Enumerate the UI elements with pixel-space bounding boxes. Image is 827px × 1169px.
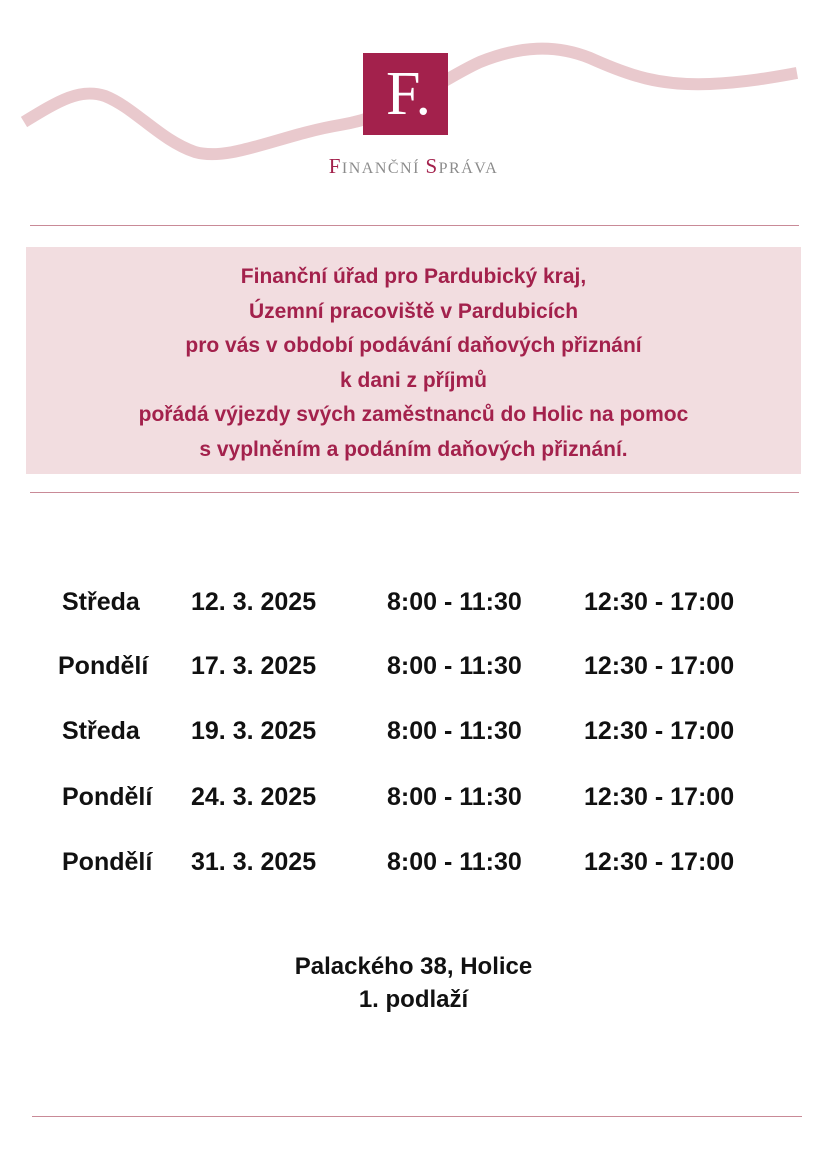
brand-initial-f: F <box>328 154 342 178</box>
schedule-time-afternoon: 12:30 - 17:00 <box>584 848 735 876</box>
brand-initial-s: S <box>425 154 439 178</box>
schedule-date: 17. 3. 2025 <box>191 652 317 680</box>
schedule-day: Pondělí <box>62 783 153 811</box>
address-street: Palackého 38, Holice <box>294 953 533 980</box>
logo-letter: F. <box>385 60 432 128</box>
divider-top <box>30 225 799 226</box>
notice-line: Finanční úřad pro Pardubický kraj, <box>240 265 587 288</box>
schedule-row <box>0 848 827 878</box>
schedule-time-afternoon: 12:30 - 17:00 <box>584 588 735 616</box>
schedule-time-afternoon: 12:30 - 17:00 <box>584 652 735 680</box>
logo <box>363 53 448 135</box>
schedule-day: Pondělí <box>58 652 149 680</box>
schedule-date: 19. 3. 2025 <box>191 717 317 745</box>
address-floor: 1. podlaží <box>358 986 469 1013</box>
address-block <box>0 950 827 1016</box>
notice-box <box>26 247 801 474</box>
schedule-time-morning: 8:00 - 11:30 <box>387 652 522 680</box>
schedule-day: Středa <box>62 588 140 616</box>
notice-line: Územní pracoviště v Pardubicích <box>248 299 579 323</box>
schedule-time-afternoon: 12:30 - 17:00 <box>584 717 735 745</box>
brand-name <box>0 154 827 179</box>
schedule-row <box>0 717 827 747</box>
schedule-time-morning: 8:00 - 11:30 <box>387 848 522 876</box>
divider-bottom <box>32 1116 802 1117</box>
schedule-time-morning: 8:00 - 11:30 <box>387 717 522 745</box>
header <box>0 0 827 200</box>
notice-line: k dani z příjmů <box>339 368 488 392</box>
brand-word-2: PRÁVA <box>438 160 499 177</box>
schedule-time-morning: 8:00 - 11:30 <box>387 588 522 616</box>
brand-word-1: INANČNÍ <box>341 160 426 177</box>
schedule-date: 24. 3. 2025 <box>191 783 317 811</box>
schedule-date: 12. 3. 2025 <box>191 588 317 616</box>
schedule-row <box>0 588 827 618</box>
schedule-date: 31. 3. 2025 <box>191 848 317 876</box>
schedule-row <box>0 783 827 813</box>
divider-middle <box>30 492 799 493</box>
notice-line: pořádá výjezdy svých zaměstnanců do Holic na pomoc <box>138 403 689 427</box>
schedule-row <box>0 652 827 682</box>
schedule-day: Pondělí <box>62 848 153 876</box>
notice-line: s vyplněním a podáním daňových přiznání. <box>199 437 628 461</box>
notice-line: pro vás v období podávání daňových přiznání <box>185 334 642 358</box>
schedule-time-morning: 8:00 - 11:30 <box>387 783 522 811</box>
schedule-time-afternoon: 12:30 - 17:00 <box>584 783 735 811</box>
schedule-day: Středa <box>62 717 140 745</box>
